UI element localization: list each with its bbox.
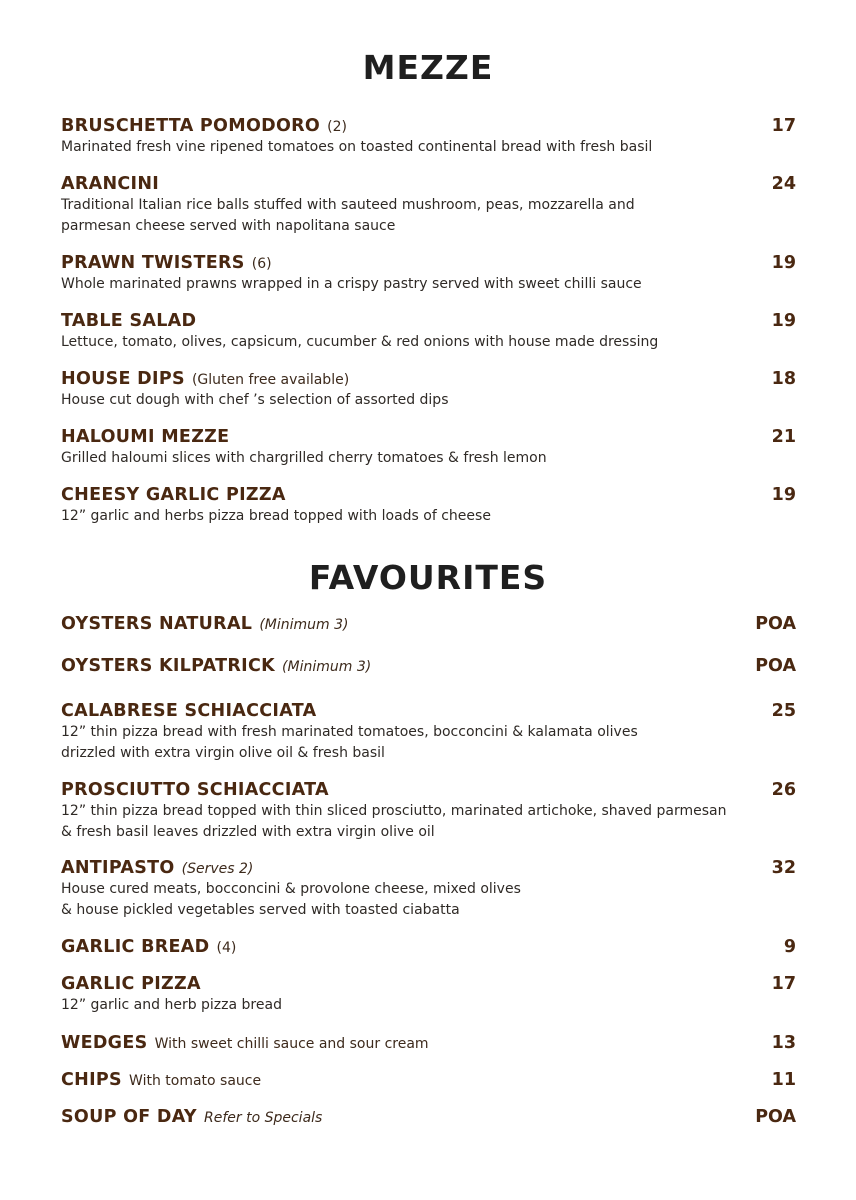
item-name: HALOUMI MEZZE bbox=[61, 427, 230, 447]
item-description: Whole marinated prawns wrapped in a crispy pastry served with sweet chilli sauce bbox=[61, 276, 642, 292]
item-name: OYSTERS KILPATRICK bbox=[61, 656, 275, 676]
menu-item bbox=[61, 1106, 796, 1128]
item-description: 12” thin pizza bread with fresh marinated tomatoes, bocconcini & kalamata olives bbox=[61, 724, 638, 740]
item-name: ARANCINI bbox=[61, 174, 160, 194]
item-price: 17 bbox=[771, 116, 796, 136]
item-price: 19 bbox=[771, 253, 796, 273]
section-title-favourites: FAVOURITES bbox=[308, 558, 548, 597]
item-name: GARLIC PIZZA bbox=[61, 974, 201, 994]
item-name: SOUP OF DAY bbox=[61, 1107, 197, 1127]
item-note: With tomato sauce bbox=[129, 1073, 262, 1089]
item-name: CHEESY GARLIC PIZZA bbox=[61, 485, 286, 505]
item-description: Grilled haloumi slices with chargrilled cherry tomatoes & fresh lemon bbox=[61, 450, 547, 466]
menu-item bbox=[61, 252, 796, 295]
item-price: 21 bbox=[771, 427, 796, 447]
item-price: 19 bbox=[771, 485, 796, 505]
item-note: With sweet chilli sauce and sour cream bbox=[154, 1036, 429, 1052]
item-name: BRUSCHETTA POMODORO bbox=[61, 116, 321, 136]
item-name: GARLIC BREAD bbox=[61, 937, 210, 957]
menu-item bbox=[61, 1069, 796, 1091]
menu-item bbox=[61, 779, 796, 843]
item-note: Refer to Specials bbox=[204, 1110, 323, 1126]
item-name: HOUSE DIPS bbox=[61, 369, 185, 389]
menu-item bbox=[61, 173, 796, 237]
item-description: House cut dough with chef ’s selection of assorted dips bbox=[61, 392, 449, 408]
menu-item bbox=[61, 613, 796, 635]
item-name: TABLE SALAD bbox=[61, 311, 197, 331]
item-description: House cured meats, bocconcini & provolone cheese, mixed olives bbox=[61, 881, 521, 897]
item-price: 25 bbox=[771, 701, 796, 721]
menu-item bbox=[61, 115, 796, 158]
item-name: PRAWN TWISTERS bbox=[61, 253, 245, 273]
item-price: 24 bbox=[771, 174, 796, 194]
item-description: Traditional Italian rice balls stuffed with sauteed mushroom, peas, mozzarella and bbox=[61, 197, 635, 213]
item-price: 26 bbox=[771, 780, 796, 800]
item-description: & fresh basil leaves drizzled with extra virgin olive oil bbox=[61, 824, 435, 840]
item-price: 9 bbox=[783, 937, 796, 957]
menu-item bbox=[61, 1032, 796, 1054]
item-price: 19 bbox=[771, 311, 796, 331]
item-description: parmesan cheese served with napolitana sauce bbox=[61, 218, 396, 234]
item-price: 18 bbox=[771, 369, 796, 389]
item-description: Lettuce, tomato, olives, capsicum, cucumber & red onions with house made dressing bbox=[61, 334, 659, 350]
item-description: 12” garlic and herb pizza bread bbox=[61, 997, 282, 1013]
item-price: 17 bbox=[771, 974, 796, 994]
menu-item bbox=[61, 936, 796, 958]
item-price: 32 bbox=[771, 858, 796, 878]
menu-item bbox=[61, 655, 796, 677]
menu-item bbox=[61, 857, 796, 921]
item-name: OYSTERS NATURAL bbox=[61, 614, 253, 634]
item-price: POA bbox=[755, 656, 796, 676]
item-name: PROSCIUTTO SCHIACCIATA bbox=[61, 780, 329, 800]
item-note: (4) bbox=[216, 940, 237, 956]
item-price: 13 bbox=[771, 1033, 796, 1053]
section-title-mezze: MEZZE bbox=[362, 48, 494, 87]
item-note: (Gluten free available) bbox=[191, 372, 350, 388]
item-description: Marinated fresh vine ripened tomatoes on toasted continental bread with fresh basil bbox=[61, 139, 653, 155]
item-name: CALABRESE SCHIACCIATA bbox=[61, 701, 317, 721]
item-description: drizzled with extra virgin olive oil & fresh basil bbox=[61, 745, 385, 761]
item-name: WEDGES bbox=[61, 1033, 148, 1053]
item-price: POA bbox=[755, 1107, 796, 1127]
item-price: POA bbox=[755, 614, 796, 634]
item-description: & house pickled vegetables served with toasted ciabatta bbox=[61, 902, 460, 918]
item-name: ANTIPASTO bbox=[61, 858, 175, 878]
menu-item bbox=[61, 368, 796, 411]
menu-item bbox=[61, 310, 796, 353]
item-description: 12” garlic and herbs pizza bread topped with loads of cheese bbox=[61, 508, 491, 524]
item-name: CHIPS bbox=[61, 1070, 122, 1090]
item-note: (Minimum 3) bbox=[259, 617, 349, 633]
item-note: (2) bbox=[327, 119, 348, 135]
menu-item bbox=[61, 426, 796, 469]
item-note: (Serves 2) bbox=[181, 861, 254, 877]
item-price: 11 bbox=[771, 1070, 796, 1090]
item-note: (Minimum 3) bbox=[282, 659, 372, 675]
menu-item bbox=[61, 973, 796, 1016]
item-note: (6) bbox=[251, 256, 272, 272]
menu-item bbox=[61, 484, 796, 527]
menu-item bbox=[61, 700, 796, 764]
item-description: 12” thin pizza bread topped with thin sliced prosciutto, marinated artichoke, shaved parmesan bbox=[61, 803, 727, 819]
